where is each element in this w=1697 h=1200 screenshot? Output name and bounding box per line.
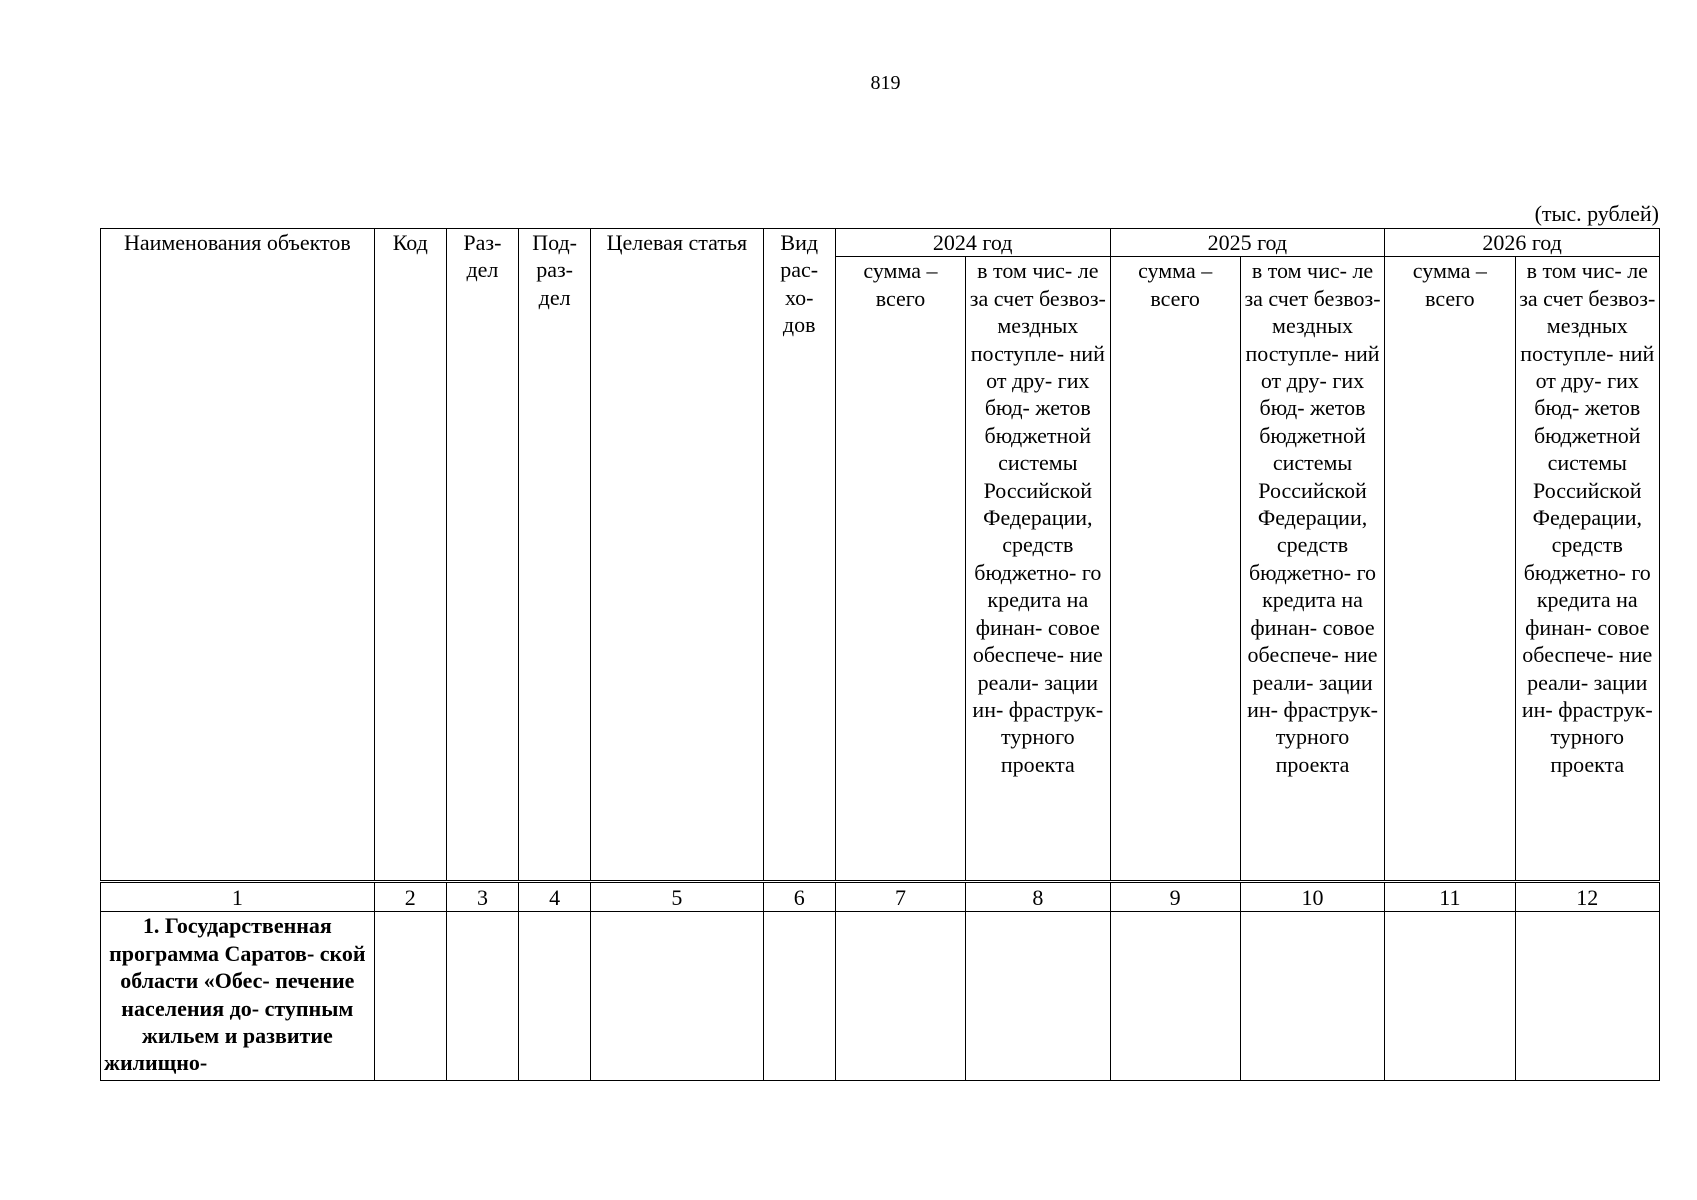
col-header-year-2024: 2024 год	[835, 229, 1110, 257]
table-cell	[1385, 912, 1515, 1081]
table-cell	[1110, 912, 1240, 1081]
column-number: 10	[1240, 882, 1384, 912]
column-number: 2	[374, 882, 446, 912]
column-number: 3	[446, 882, 518, 912]
column-number: 8	[966, 882, 1110, 912]
col-header-incl-2024: в том чис- ле за счет безвоз- мездных поступле- ний от дру- гих бюд- жетов бюджетной системы Российской Федерации, средств бюджетно- го кредита на финан- совое обеспече- ние реали- зации ин- фраструк- турного проекта	[966, 257, 1110, 882]
col-header-incl-2026: в том чис- ле за счет безвоз- мездных поступле- ний от дру- гих бюд- жетов бюджетной системы Российской Федерации, средств бюджетно- го кредита на финан- совое обеспече- ние реали- зации ин- фраструк- турного проекта	[1515, 257, 1659, 882]
col-header-sum-2024: сумма – всего	[835, 257, 965, 882]
col-header-code: Код	[374, 229, 446, 882]
column-number: 6	[763, 882, 835, 912]
table-row	[101, 912, 1660, 1081]
page-number: 819	[870, 72, 901, 94]
col-header-target: Целевая статья	[591, 229, 763, 882]
table-cell	[446, 912, 518, 1081]
col-header-name: Наименования объектов	[101, 229, 375, 882]
col-header-subsection: Под- раз- дел	[519, 229, 591, 882]
col-header-expense-type: Вид рас- хо- дов	[763, 229, 835, 882]
column-number: 1	[101, 882, 375, 912]
column-number-row	[101, 882, 1660, 912]
header-row	[101, 229, 1660, 257]
column-number: 4	[519, 882, 591, 912]
col-header-year-2025: 2025 год	[1110, 229, 1385, 257]
table-cell	[835, 912, 965, 1081]
units-label: (тыс. рублей)	[1534, 201, 1659, 226]
col-header-section: Раз- дел	[446, 229, 518, 882]
col-header-sum-2026: сумма – всего	[1385, 257, 1515, 882]
object-name-cell: 1. Государственная программа Саратов- ской области «Обес- печение населения до- ступным жильем и развитие жилищно-	[101, 912, 375, 1081]
col-header-incl-2025: в том чис- ле за счет безвоз- мездных поступле- ний от дру- гих бюд- жетов бюджетной системы Российской Федерации, средств бюджетно- го кредита на финан- совое обеспече- ние реали- зации ин- фраструк- турного проекта	[1240, 257, 1384, 882]
column-number: 9	[1110, 882, 1240, 912]
budget-table	[100, 228, 1660, 1081]
col-header-sum-2025: сумма – всего	[1110, 257, 1240, 882]
column-number: 7	[835, 882, 965, 912]
table-cell	[763, 912, 835, 1081]
column-number: 5	[591, 882, 763, 912]
table-cell	[966, 912, 1110, 1081]
table-cell	[591, 912, 763, 1081]
column-number: 12	[1515, 882, 1659, 912]
table-cell	[1240, 912, 1384, 1081]
table-cell	[374, 912, 446, 1081]
table-cell	[519, 912, 591, 1081]
col-header-year-2026: 2026 год	[1385, 229, 1660, 257]
column-number: 11	[1385, 882, 1515, 912]
table-cell	[1515, 912, 1659, 1081]
